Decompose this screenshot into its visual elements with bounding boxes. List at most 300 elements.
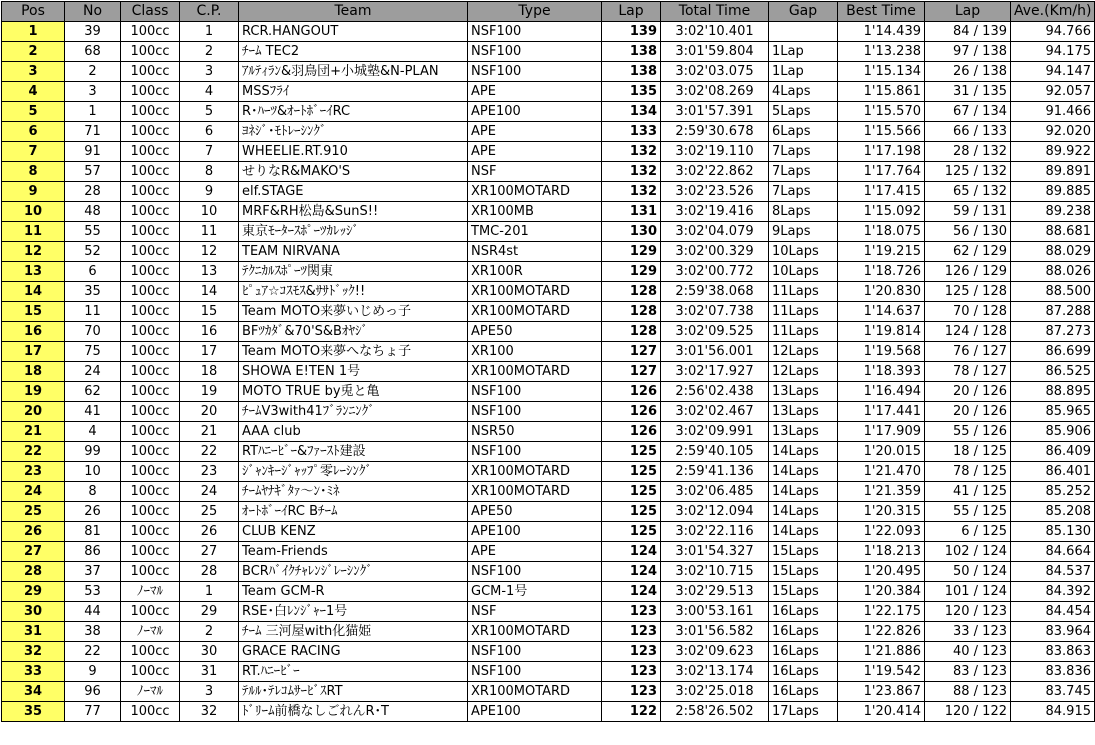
avg-speed-cell: 87.288 [1011, 302, 1095, 322]
number-cell: 86 [65, 542, 121, 562]
laps-completed-cell: 123 [602, 642, 661, 662]
gap-cell: 14Laps [769, 502, 838, 522]
team-cell: SHOWA E!TEN 1号 [239, 362, 468, 382]
position-cell: 28 [2, 562, 65, 582]
type-cell: XR100MOTARD [468, 622, 602, 642]
class-cell: 100cc [121, 362, 180, 382]
laps-completed-cell: 123 [602, 662, 661, 682]
class-position-cell: 7 [180, 142, 239, 162]
type-cell: APE100 [468, 702, 602, 722]
avg-speed-cell: 84.537 [1011, 562, 1095, 582]
class-position-cell: 29 [180, 602, 239, 622]
position-cell: 23 [2, 462, 65, 482]
best-time-cell: 1'22.826 [838, 622, 925, 642]
avg-speed-cell: 88.026 [1011, 262, 1095, 282]
type-cell: XR100MOTARD [468, 682, 602, 702]
best-lap-cell: 120 / 122 [925, 702, 1011, 722]
best-lap-cell: 50 / 124 [925, 562, 1011, 582]
col-header-lap: Lap [602, 2, 661, 22]
total-time-cell: 3:01'56.001 [661, 342, 769, 362]
best-lap-cell: 41 / 125 [925, 482, 1011, 502]
team-cell: ｼﾞｬﾝｷｰｼﾞｬｯﾌﾟ零ﾚｰｼﾝｸﾞ [239, 462, 468, 482]
class-cell: 100cc [121, 282, 180, 302]
avg-speed-cell: 88.500 [1011, 282, 1095, 302]
gap-cell: 11Laps [769, 302, 838, 322]
class-position-cell: 14 [180, 282, 239, 302]
class-position-cell: 10 [180, 202, 239, 222]
position-cell: 33 [2, 662, 65, 682]
position-cell: 13 [2, 262, 65, 282]
table-row [2, 282, 1095, 302]
class-position-cell: 16 [180, 322, 239, 342]
avg-speed-cell: 92.020 [1011, 122, 1095, 142]
total-time-cell: 3:02'09.623 [661, 642, 769, 662]
total-time-cell: 3:01'54.327 [661, 542, 769, 562]
best-time-cell: 1'18.393 [838, 362, 925, 382]
table-row [2, 102, 1095, 122]
table-row [2, 142, 1095, 162]
total-time-cell: 3:02'07.738 [661, 302, 769, 322]
position-cell: 26 [2, 522, 65, 542]
number-cell: 1 [65, 102, 121, 122]
gap-cell: 7Laps [769, 182, 838, 202]
position-cell: 29 [2, 582, 65, 602]
total-time-cell: 3:02'00.772 [661, 262, 769, 282]
class-cell: 100cc [121, 122, 180, 142]
best-lap-cell: 124 / 128 [925, 322, 1011, 342]
avg-speed-cell: 94.175 [1011, 42, 1095, 62]
class-position-cell: 17 [180, 342, 239, 362]
laps-completed-cell: 125 [602, 522, 661, 542]
gap-cell: 14Laps [769, 482, 838, 502]
class-position-cell: 31 [180, 662, 239, 682]
table-row [2, 122, 1095, 142]
best-time-cell: 1'15.570 [838, 102, 925, 122]
total-time-cell: 3:02'09.991 [661, 422, 769, 442]
position-cell: 7 [2, 142, 65, 162]
header-row [2, 2, 1095, 22]
avg-speed-cell: 87.273 [1011, 322, 1095, 342]
class-cell: 100cc [121, 542, 180, 562]
laps-completed-cell: 123 [602, 622, 661, 642]
col-header-pos: Pos [2, 2, 65, 22]
best-time-cell: 1'13.238 [838, 42, 925, 62]
team-cell: Team MOTO来夢いじめっ子 [239, 302, 468, 322]
number-cell: 70 [65, 322, 121, 342]
best-lap-cell: 78 / 127 [925, 362, 1011, 382]
gap-cell [769, 22, 838, 42]
best-time-cell: 1'19.542 [838, 662, 925, 682]
best-lap-cell: 55 / 125 [925, 502, 1011, 522]
total-time-cell: 3:01'57.391 [661, 102, 769, 122]
laps-completed-cell: 133 [602, 122, 661, 142]
table-row [2, 582, 1095, 602]
type-cell: XR100MB [468, 202, 602, 222]
type-cell: NSF100 [468, 382, 602, 402]
laps-completed-cell: 128 [602, 282, 661, 302]
position-cell: 15 [2, 302, 65, 322]
position-cell: 4 [2, 82, 65, 102]
gap-cell: 8Laps [769, 202, 838, 222]
table-row [2, 202, 1095, 222]
gap-cell: 16Laps [769, 642, 838, 662]
class-cell: 100cc [121, 702, 180, 722]
class-position-cell: 18 [180, 362, 239, 382]
type-cell: XR100MOTARD [468, 482, 602, 502]
laps-completed-cell: 126 [602, 402, 661, 422]
avg-speed-cell: 86.525 [1011, 362, 1095, 382]
total-time-cell: 3:02'00.329 [661, 242, 769, 262]
laps-completed-cell: 129 [602, 262, 661, 282]
number-cell: 28 [65, 182, 121, 202]
table-row [2, 662, 1095, 682]
total-time-cell: 3:02'22.862 [661, 162, 769, 182]
number-cell: 26 [65, 502, 121, 522]
best-lap-cell: 102 / 124 [925, 542, 1011, 562]
best-time-cell: 1'22.093 [838, 522, 925, 542]
total-time-cell: 3:02'08.269 [661, 82, 769, 102]
laps-completed-cell: 122 [602, 702, 661, 722]
col-header-avg-speed: Ave.(Km/h) [1011, 2, 1095, 22]
type-cell: XR100MOTARD [468, 462, 602, 482]
laps-completed-cell: 125 [602, 462, 661, 482]
table-row [2, 382, 1095, 402]
class-cell: 100cc [121, 142, 180, 162]
total-time-cell: 3:00'53.161 [661, 602, 769, 622]
best-lap-cell: 125 / 132 [925, 162, 1011, 182]
number-cell: 9 [65, 662, 121, 682]
class-position-cell: 2 [180, 42, 239, 62]
best-lap-cell: 6 / 125 [925, 522, 1011, 542]
laps-completed-cell: 123 [602, 682, 661, 702]
team-cell: ﾁｰﾑﾔﾅｷﾞﾀｧ～ﾝ･ﾐﾈ [239, 482, 468, 502]
best-time-cell: 1'17.909 [838, 422, 925, 442]
team-cell: RT.ﾊﾆｰﾋﾞｰ [239, 662, 468, 682]
team-cell: ｱﾙﾃｨﾗﾝ&羽鳥団+小城塾&N-PLAN [239, 62, 468, 82]
avg-speed-cell: 88.681 [1011, 222, 1095, 242]
laps-completed-cell: 124 [602, 542, 661, 562]
type-cell: APE50 [468, 502, 602, 522]
total-time-cell: 2:59'30.678 [661, 122, 769, 142]
total-time-cell: 2:59'40.105 [661, 442, 769, 462]
class-cell: 100cc [121, 242, 180, 262]
number-cell: 57 [65, 162, 121, 182]
table-row [2, 22, 1095, 42]
team-cell: AAA club [239, 422, 468, 442]
avg-speed-cell: 86.401 [1011, 462, 1095, 482]
table-row [2, 222, 1095, 242]
best-time-cell: 1'18.213 [838, 542, 925, 562]
best-lap-cell: 83 / 123 [925, 662, 1011, 682]
laps-completed-cell: 134 [602, 102, 661, 122]
team-cell: MSSﾌﾗｲ [239, 82, 468, 102]
class-position-cell: 8 [180, 162, 239, 182]
class-position-cell: 23 [180, 462, 239, 482]
position-cell: 18 [2, 362, 65, 382]
class-cell: 100cc [121, 602, 180, 622]
laps-completed-cell: 126 [602, 382, 661, 402]
best-lap-cell: 126 / 129 [925, 262, 1011, 282]
class-position-cell: 2 [180, 622, 239, 642]
total-time-cell: 3:02'29.513 [661, 582, 769, 602]
table-row [2, 402, 1095, 422]
number-cell: 8 [65, 482, 121, 502]
avg-speed-cell: 85.965 [1011, 402, 1095, 422]
gap-cell: 16Laps [769, 622, 838, 642]
gap-cell: 14Laps [769, 462, 838, 482]
position-cell: 24 [2, 482, 65, 502]
laps-completed-cell: 130 [602, 222, 661, 242]
best-time-cell: 1'17.415 [838, 182, 925, 202]
class-position-cell: 11 [180, 222, 239, 242]
position-cell: 34 [2, 682, 65, 702]
class-position-cell: 3 [180, 62, 239, 82]
laps-completed-cell: 124 [602, 562, 661, 582]
team-cell: ﾃｸﾆｶﾙｽﾎﾟｰﾂ関東 [239, 262, 468, 282]
number-cell: 96 [65, 682, 121, 702]
class-position-cell: 30 [180, 642, 239, 662]
total-time-cell: 3:02'13.174 [661, 662, 769, 682]
laps-completed-cell: 128 [602, 322, 661, 342]
best-time-cell: 1'16.494 [838, 382, 925, 402]
position-cell: 3 [2, 62, 65, 82]
laps-completed-cell: 132 [602, 182, 661, 202]
position-cell: 31 [2, 622, 65, 642]
best-lap-cell: 62 / 129 [925, 242, 1011, 262]
avg-speed-cell: 84.454 [1011, 602, 1095, 622]
type-cell: APE [468, 542, 602, 562]
gap-cell: 17Laps [769, 702, 838, 722]
position-cell: 9 [2, 182, 65, 202]
number-cell: 55 [65, 222, 121, 242]
best-time-cell: 1'18.075 [838, 222, 925, 242]
avg-speed-cell: 85.906 [1011, 422, 1095, 442]
type-cell: APE [468, 122, 602, 142]
gap-cell: 12Laps [769, 362, 838, 382]
best-lap-cell: 31 / 135 [925, 82, 1011, 102]
laps-completed-cell: 127 [602, 362, 661, 382]
team-cell: MOTO TRUE by兎と亀 [239, 382, 468, 402]
best-time-cell: 1'20.830 [838, 282, 925, 302]
type-cell: XR100 [468, 342, 602, 362]
class-position-cell: 28 [180, 562, 239, 582]
type-cell: APE [468, 82, 602, 102]
table-row [2, 682, 1095, 702]
class-cell: 100cc [121, 162, 180, 182]
total-time-cell: 3:02'17.927 [661, 362, 769, 382]
gap-cell: 7Laps [769, 162, 838, 182]
class-cell: 100cc [121, 82, 180, 102]
best-time-cell: 1'22.175 [838, 602, 925, 622]
laps-completed-cell: 125 [602, 502, 661, 522]
class-position-cell: 26 [180, 522, 239, 542]
laps-completed-cell: 129 [602, 242, 661, 262]
number-cell: 6 [65, 262, 121, 282]
team-cell: TEAM NIRVANA [239, 242, 468, 262]
type-cell: XR100R [468, 262, 602, 282]
number-cell: 4 [65, 422, 121, 442]
team-cell: BFﾂｶﾀﾞ&70'S&Bｵﾔｼﾞ [239, 322, 468, 342]
total-time-cell: 3:02'10.401 [661, 22, 769, 42]
class-cell: 100cc [121, 342, 180, 362]
table-row [2, 302, 1095, 322]
type-cell: NSF100 [468, 662, 602, 682]
class-cell: 100cc [121, 42, 180, 62]
table-row [2, 182, 1095, 202]
team-cell: elf.STAGE [239, 182, 468, 202]
avg-speed-cell: 85.252 [1011, 482, 1095, 502]
gap-cell: 14Laps [769, 522, 838, 542]
best-time-cell: 1'20.015 [838, 442, 925, 462]
position-cell: 19 [2, 382, 65, 402]
type-cell: NSF100 [468, 42, 602, 62]
type-cell: XR100MOTARD [468, 182, 602, 202]
results-table [1, 1, 1095, 722]
number-cell: 24 [65, 362, 121, 382]
best-lap-cell: 56 / 130 [925, 222, 1011, 242]
table-row [2, 542, 1095, 562]
class-position-cell: 6 [180, 122, 239, 142]
position-cell: 30 [2, 602, 65, 622]
type-cell: TMC-201 [468, 222, 602, 242]
laps-completed-cell: 139 [602, 22, 661, 42]
best-time-cell: 1'21.470 [838, 462, 925, 482]
team-cell: ｵｰﾄﾎﾞｰｲRC Bﾁｰﾑ [239, 502, 468, 522]
type-cell: NSF100 [468, 402, 602, 422]
laps-completed-cell: 125 [602, 482, 661, 502]
best-time-cell: 1'14.439 [838, 22, 925, 42]
gap-cell: 4Laps [769, 82, 838, 102]
class-cell: 100cc [121, 482, 180, 502]
number-cell: 52 [65, 242, 121, 262]
position-cell: 16 [2, 322, 65, 342]
laps-completed-cell: 138 [602, 42, 661, 62]
total-time-cell: 3:02'19.110 [661, 142, 769, 162]
class-position-cell: 20 [180, 402, 239, 422]
number-cell: 39 [65, 22, 121, 42]
best-time-cell: 1'17.441 [838, 402, 925, 422]
gap-cell: 5Laps [769, 102, 838, 122]
best-time-cell: 1'20.315 [838, 502, 925, 522]
laps-completed-cell: 123 [602, 602, 661, 622]
class-cell: ﾉｰﾏﾙ [121, 622, 180, 642]
class-position-cell: 22 [180, 442, 239, 462]
number-cell: 77 [65, 702, 121, 722]
position-cell: 12 [2, 242, 65, 262]
avg-speed-cell: 89.922 [1011, 142, 1095, 162]
team-cell: RCR.HANGOUT [239, 22, 468, 42]
best-lap-cell: 66 / 133 [925, 122, 1011, 142]
number-cell: 48 [65, 202, 121, 222]
gap-cell: 15Laps [769, 582, 838, 602]
best-time-cell: 1'21.359 [838, 482, 925, 502]
type-cell: NSR4st [468, 242, 602, 262]
class-cell: 100cc [121, 422, 180, 442]
table-row [2, 82, 1095, 102]
number-cell: 41 [65, 402, 121, 422]
class-cell: 100cc [121, 102, 180, 122]
gap-cell: 1Lap [769, 42, 838, 62]
type-cell: APE50 [468, 322, 602, 342]
col-header-team: Team [239, 2, 468, 22]
best-time-cell: 1'20.495 [838, 562, 925, 582]
class-position-cell: 3 [180, 682, 239, 702]
col-header-no: No [65, 2, 121, 22]
type-cell: NSR50 [468, 422, 602, 442]
type-cell: XR100MOTARD [468, 302, 602, 322]
gap-cell: 16Laps [769, 602, 838, 622]
gap-cell: 13Laps [769, 402, 838, 422]
total-time-cell: 3:02'02.467 [661, 402, 769, 422]
number-cell: 22 [65, 642, 121, 662]
laps-completed-cell: 126 [602, 422, 661, 442]
number-cell: 10 [65, 462, 121, 482]
number-cell: 71 [65, 122, 121, 142]
best-time-cell: 1'14.637 [838, 302, 925, 322]
best-lap-cell: 120 / 123 [925, 602, 1011, 622]
best-time-cell: 1'17.764 [838, 162, 925, 182]
type-cell: NSF100 [468, 22, 602, 42]
total-time-cell: 2:56'02.438 [661, 382, 769, 402]
team-cell: ﾃﾙﾙ･ﾃﾚｺﾑｻｰﾋﾞｽRT [239, 682, 468, 702]
position-cell: 14 [2, 282, 65, 302]
class-cell: 100cc [121, 22, 180, 42]
class-position-cell: 32 [180, 702, 239, 722]
class-cell: 100cc [121, 62, 180, 82]
laps-completed-cell: 131 [602, 202, 661, 222]
gap-cell: 13Laps [769, 422, 838, 442]
position-cell: 2 [2, 42, 65, 62]
total-time-cell: 3:02'22.116 [661, 522, 769, 542]
total-time-cell: 3:02'23.526 [661, 182, 769, 202]
best-time-cell: 1'21.886 [838, 642, 925, 662]
avg-speed-cell: 88.029 [1011, 242, 1095, 262]
best-time-cell: 1'23.867 [838, 682, 925, 702]
avg-speed-cell: 89.238 [1011, 202, 1095, 222]
best-lap-cell: 55 / 126 [925, 422, 1011, 442]
total-time-cell: 3:02'04.079 [661, 222, 769, 242]
table-row [2, 422, 1095, 442]
team-cell: せりなR&MAKO'S [239, 162, 468, 182]
team-cell: ﾋﾟｭｱ☆ｺｽﾓｽ&ｻｻﾄﾞｯｸ!! [239, 282, 468, 302]
avg-speed-cell: 84.392 [1011, 582, 1095, 602]
team-cell: Team-Friends [239, 542, 468, 562]
laps-completed-cell: 132 [602, 162, 661, 182]
avg-speed-cell: 89.885 [1011, 182, 1095, 202]
team-cell: GRACE RACING [239, 642, 468, 662]
total-time-cell: 3:02'09.525 [661, 322, 769, 342]
class-position-cell: 12 [180, 242, 239, 262]
class-position-cell: 1 [180, 22, 239, 42]
best-lap-cell: 88 / 123 [925, 682, 1011, 702]
avg-speed-cell: 91.466 [1011, 102, 1095, 122]
team-cell: ﾄﾞﾘｰﾑ前橋なしごれんR･T [239, 702, 468, 722]
number-cell: 2 [65, 62, 121, 82]
avg-speed-cell: 92.057 [1011, 82, 1095, 102]
number-cell: 38 [65, 622, 121, 642]
type-cell: NSF100 [468, 62, 602, 82]
table-row [2, 262, 1095, 282]
avg-speed-cell: 85.208 [1011, 502, 1095, 522]
gap-cell: 6Laps [769, 122, 838, 142]
class-position-cell: 1 [180, 582, 239, 602]
class-cell: 100cc [121, 642, 180, 662]
class-cell: 100cc [121, 462, 180, 482]
class-cell: 100cc [121, 302, 180, 322]
avg-speed-cell: 85.130 [1011, 522, 1095, 542]
table-row [2, 62, 1095, 82]
avg-speed-cell: 83.863 [1011, 642, 1095, 662]
